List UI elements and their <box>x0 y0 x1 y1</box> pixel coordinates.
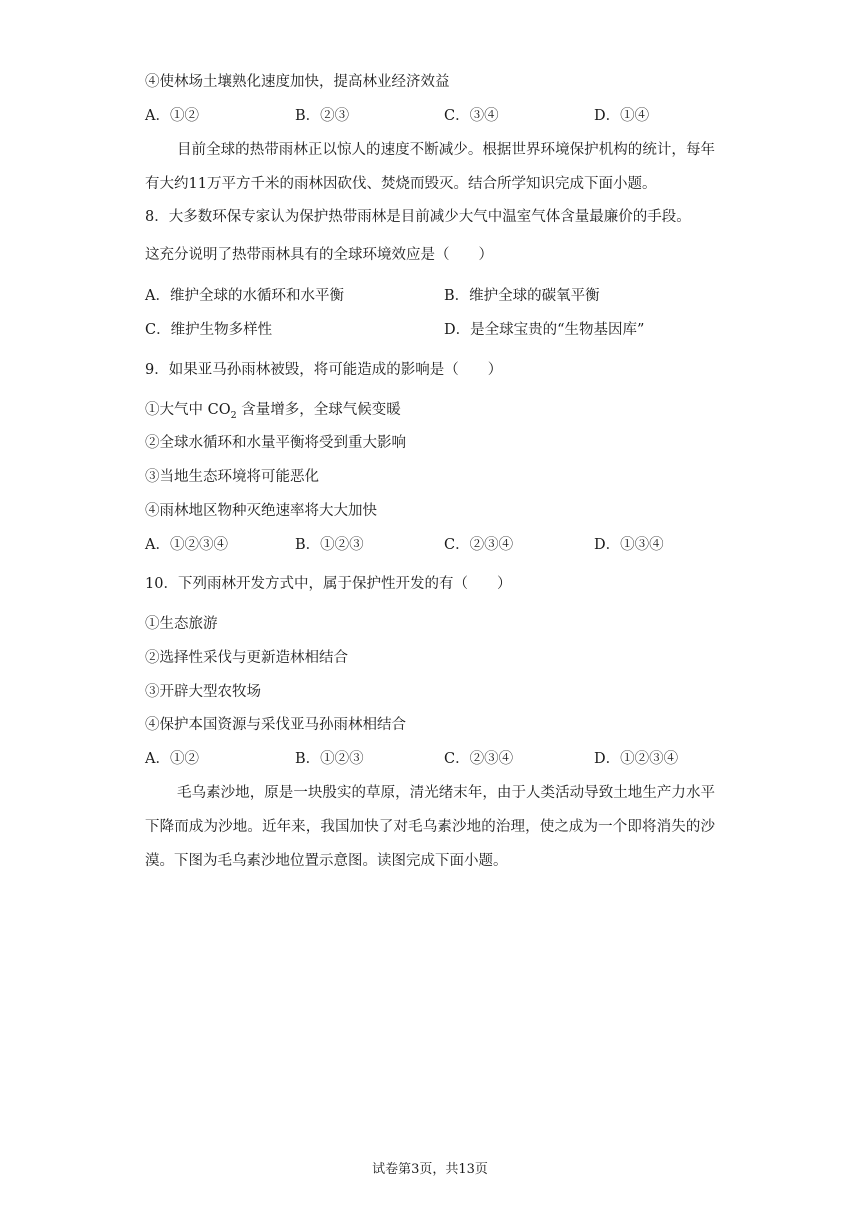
q9-statement-2: ②全球水循环和水量平衡将受到重大影响 <box>145 435 406 451</box>
q7-statement-4: ④使林场土壤熟化速度加快，提高林业经济效益 <box>145 74 450 90</box>
rainforest-passage: 目前全球的热带雨林正以惊人的速度不断减少。根据世界环境保护机构的统计，每年有大约11万平方千米的雨林因砍伐、焚烧而毁灭。结合所学知识完成下面小题。 <box>145 142 715 192</box>
q7-option-d: D．①④ <box>594 108 650 124</box>
q7-option-a: A．①② <box>145 108 199 124</box>
q8-stem-line1: 8．大多数环保专家认为保护热带雨林是目前减少大气中温室气体含量最廉价的手段。 <box>145 209 691 225</box>
q7-option-c: C．③④ <box>444 108 499 124</box>
maowusu-passage: 毛乌素沙地，原是一块殷实的草原，清光绪末年，由于人类活动导致土地生产力水平下降而成为沙地。近年来，我国加快了对毛乌素沙地的治理，使之成为一个即将消失的沙漠。下图为毛乌素沙地位置示意图。读图完成下面小题。 <box>145 785 715 869</box>
q10-option-b: B．①②③ <box>295 751 364 767</box>
q8-option-b: B．维护全球的碳氧平衡 <box>444 288 600 304</box>
q9-statement-3: ③当地生态环境将可能恶化 <box>145 469 319 485</box>
q8-option-a: A．维护全球的水循环和水平衡 <box>145 288 344 304</box>
q10-statement-4: ④保护本国资源与采伐亚马孙雨林相结合 <box>145 717 406 733</box>
q7-option-b: B．②③ <box>295 108 350 124</box>
q10-option-c: C．②③④ <box>444 751 514 767</box>
q10-statement-3: ③开辟大型农牧场 <box>145 684 261 700</box>
page-footer: 试卷第3页，共13页 <box>372 1162 488 1177</box>
q10-statement-1: ①生态旅游 <box>145 616 218 632</box>
q9-option-b: B．①②③ <box>295 537 364 553</box>
q9-statement-4: ④雨林地区物种灭绝速率将大大加快 <box>145 503 377 519</box>
q8-option-c: C．维护生物多样性 <box>145 322 273 338</box>
q8-option-d: D．是全球宝贵的“生物基因库” <box>444 322 645 338</box>
q10-option-d: D．①②③④ <box>594 751 679 767</box>
q9-option-d: D．①③④ <box>594 537 664 553</box>
q10-stem: 10．下列雨林开发方式中，属于保护性开发的有（ ） <box>145 576 512 592</box>
q9-statement-1: ①大气中 $CO_2$ 含量增多，全球气候变暖 <box>145 402 401 421</box>
q9-option-c: C．②③④ <box>444 537 514 553</box>
q10-option-a: A．①② <box>145 751 199 767</box>
q8-stem-line2: 这充分说明了热带雨林具有的全球环境效应是（ ） <box>145 247 493 263</box>
q10-statement-2: ②选择性采伐与更新造林相结合 <box>145 650 348 666</box>
q9-stem: 9．如果亚马孙雨林被毁，将可能造成的影响是（ ） <box>145 362 503 378</box>
q9-option-a: A．①②③④ <box>145 537 228 553</box>
